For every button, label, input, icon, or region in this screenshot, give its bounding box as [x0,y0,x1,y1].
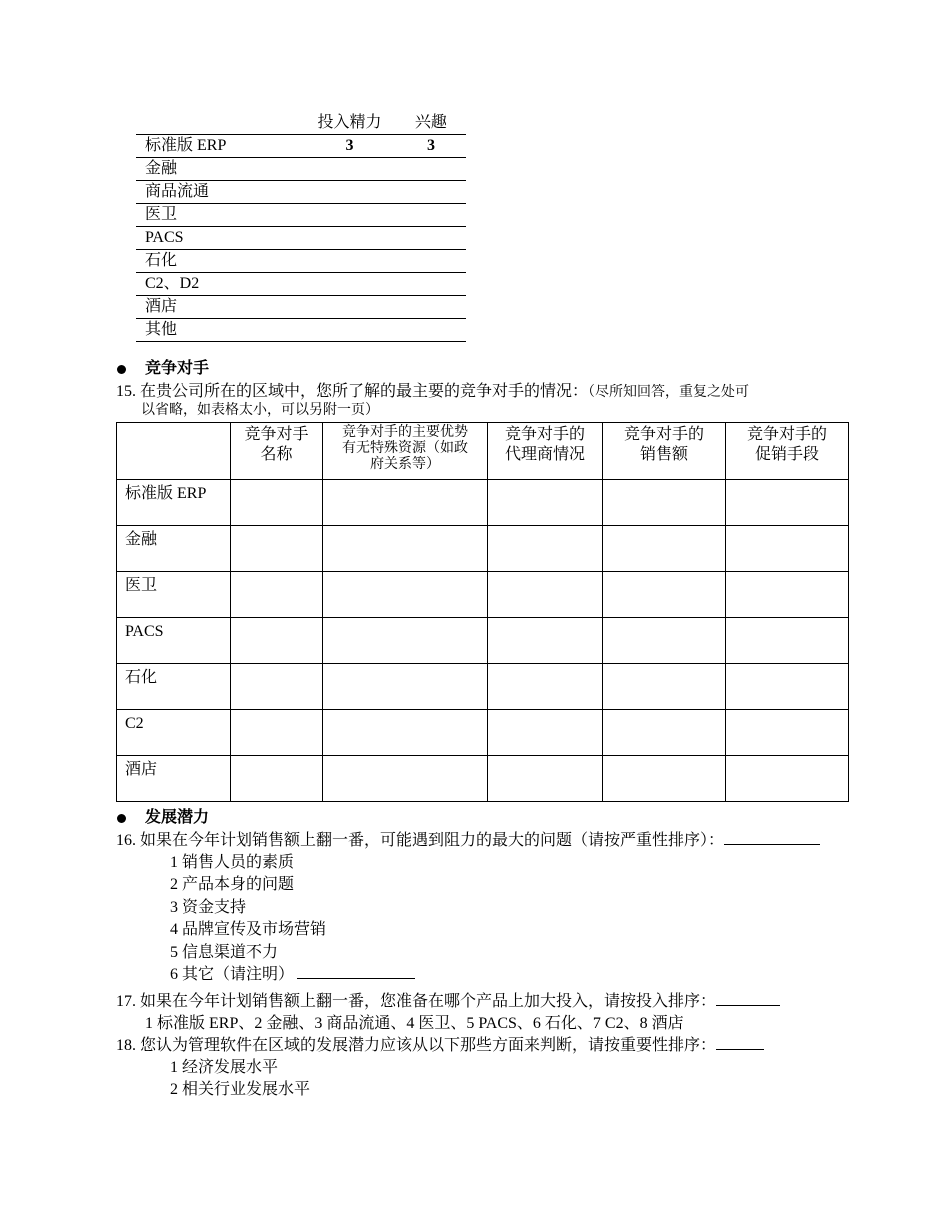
header-competitor-sales: 竞争对手的 销售额 [603,423,726,480]
effort-value[interactable] [303,158,396,181]
option-item: 1 销售人员的素质 [170,854,295,871]
table-cell[interactable] [726,756,849,802]
table-cell[interactable] [603,480,726,526]
question-16-text: 16. 如果在今年计划销售额上翻一番，可能遇到阻力的最大的问题（请按严重性排序）： [116,832,725,849]
table-cell[interactable] [603,710,726,756]
table-cell[interactable] [603,526,726,572]
table-cell[interactable] [231,756,323,802]
answer-blank-16[interactable] [724,830,820,845]
table-cell[interactable] [603,756,726,802]
table-cell[interactable] [231,710,323,756]
option-item: 2 相关行业发展水平 [170,1081,311,1098]
table-cell[interactable] [323,710,488,756]
table-cell[interactable] [488,710,603,756]
section-title-competitors: 竞争对手 [145,360,210,377]
table-cell[interactable] [488,480,603,526]
table-cell[interactable] [231,618,323,664]
table-cell[interactable] [603,572,726,618]
table-row [117,572,849,618]
header-blank [117,423,231,480]
question-15-text: 15. 在贵公司所在的区域中，您所了解的最主要的竞争对手的情况： [116,383,589,400]
interest-value[interactable] [396,250,466,273]
table-cell[interactable] [323,664,488,710]
option-item: 4 品牌宣传及市场营销 [170,921,327,938]
effort-value[interactable] [303,296,396,319]
table-cell[interactable] [323,480,488,526]
row-label: 其他 [136,319,303,342]
table-row [136,227,466,250]
header-competitor-advantage: 竞争对手的主要优势 有无特殊资源（如政 府关系等） [323,423,488,480]
row-label: 标准版 ERP [117,480,231,526]
question-15-note-cont: 以省略，如表格太小，可以另附一页） [141,403,379,418]
table-cell[interactable] [726,618,849,664]
option-list-17: 1 标准版 ERP、2 金融、3 商品流通、4 医卫、5 PACS、6 石化、7 C2、8 酒店 [145,1015,684,1032]
header-blank [136,112,303,135]
row-label: 金融 [136,158,303,181]
option-item: 3 资金支持 [170,899,247,916]
answer-blank-16-other[interactable] [297,964,415,979]
answer-blank-18[interactable] [716,1035,764,1050]
effort-value[interactable] [303,273,396,296]
effort-value[interactable] [303,250,396,273]
row-label: 医卫 [136,204,303,227]
table-cell[interactable] [323,618,488,664]
option-item: 1 经济发展水平 [170,1059,279,1076]
table-cell[interactable] [231,526,323,572]
table-row [136,135,466,158]
effort-value[interactable] [303,227,396,250]
table-cell[interactable] [726,480,849,526]
table-cell[interactable] [231,572,323,618]
table-row [136,296,466,319]
answer-blank-17[interactable] [716,991,780,1006]
table-header-row [117,423,849,480]
table-row [117,664,849,710]
table-cell[interactable] [323,572,488,618]
section-title-potential: 发展潜力 [145,809,210,826]
interest-value[interactable] [396,204,466,227]
effort-value[interactable] [303,319,396,342]
header-competitor-agents: 竞争对手的 代理商情况 [488,423,603,480]
table-cell[interactable] [726,664,849,710]
header-effort: 投入精力 [303,112,396,135]
row-label: 石化 [117,664,231,710]
table-cell[interactable] [231,664,323,710]
product-interest-table [136,112,466,342]
table-cell[interactable] [726,526,849,572]
interest-value[interactable] [396,227,466,250]
table-row [136,181,466,204]
question-18-text: 18. 您认为管理软件在区域的发展潜力应该从以下那些方面来判断，请按重要性排序： [116,1037,717,1054]
table-cell[interactable] [323,526,488,572]
option-item: 5 信息渠道不力 [170,944,279,961]
interest-value[interactable] [396,158,466,181]
question-15-note: （尽所知回答，重复之处可 [588,385,750,400]
header-interest: 兴趣 [396,112,466,135]
table-cell[interactable] [488,664,603,710]
interest-value[interactable] [396,181,466,204]
interest-value[interactable] [396,296,466,319]
table-cell[interactable] [488,526,603,572]
table-row [117,480,849,526]
table-header-row [136,112,466,135]
header-competitor-name: 竞争对手 名称 [231,423,323,480]
row-label: 医卫 [117,572,231,618]
interest-value[interactable] [396,319,466,342]
question-17-text: 17. 如果在今年计划销售额上翻一番，您准备在哪个产品上加大投入，请按投入排序： [116,993,717,1010]
row-label: 金融 [117,526,231,572]
question-18 [116,1035,764,1057]
row-label: C2、D2 [136,273,303,296]
table-row [117,756,849,802]
table-cell[interactable] [488,756,603,802]
header-competitor-promotion: 竞争对手的 促销手段 [726,423,849,480]
effort-value[interactable] [303,181,396,204]
table-row [117,526,849,572]
table-cell[interactable] [603,664,726,710]
row-label: PACS [117,618,231,664]
row-label: 石化 [136,250,303,273]
table-row [136,273,466,296]
table-row [136,204,466,227]
question-16 [116,830,820,852]
table-cell[interactable] [603,618,726,664]
row-label: 商品流通 [136,181,303,204]
product-interest-body [136,135,466,342]
row-label: 标准版 ERP [136,135,303,158]
effort-value[interactable] [303,204,396,227]
effort-value[interactable]: 3 [303,135,396,158]
interest-value[interactable] [396,273,466,296]
option-item-other: 6 其它（请注明） [170,964,415,986]
competitor-table [116,422,849,802]
row-label: 酒店 [117,756,231,802]
table-cell[interactable] [323,756,488,802]
bullet-icon [117,365,126,374]
bullet-icon [117,814,126,823]
row-label: 酒店 [136,296,303,319]
table-row [136,250,466,273]
table-cell[interactable] [488,618,603,664]
table-row [117,618,849,664]
option-item: 2 产品本身的问题 [170,876,295,893]
table-cell[interactable] [726,710,849,756]
table-cell[interactable] [231,480,323,526]
table-row [117,710,849,756]
question-17 [116,991,780,1013]
table-row [136,158,466,181]
interest-value[interactable]: 3 [396,135,466,158]
table-row [136,319,466,342]
row-label: C2 [117,710,231,756]
row-label: PACS [136,227,303,250]
table-cell[interactable] [726,572,849,618]
table-cell[interactable] [488,572,603,618]
